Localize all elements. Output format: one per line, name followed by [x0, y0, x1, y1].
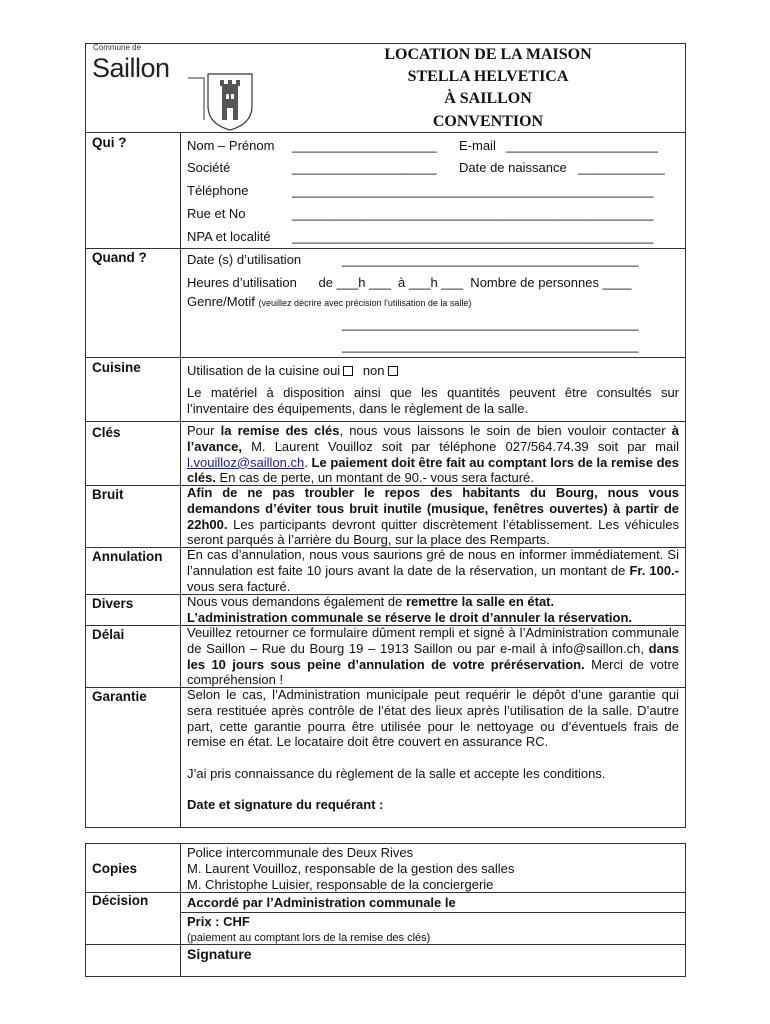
copies-line-2: M. Laurent Vouilloz, responsable de la gestion des salles — [187, 861, 515, 876]
label-garantie: Garantie — [92, 689, 147, 704]
bruit-paragraph — [187, 485, 679, 548]
copies-line-3: M. Christophe Luisier, responsable de la conciergerie — [187, 877, 494, 892]
field-nom[interactable]: ____________________ — [292, 138, 437, 153]
cles-text: , nous vous laissons le soin de bien vouloir contacter — [339, 423, 672, 438]
decision-accorde: Accordé par l’Administration communale le — [187, 895, 456, 910]
logo-saillon-text: Saillon — [92, 53, 170, 83]
section-divider — [85, 421, 686, 422]
annulation-paragraph — [187, 547, 679, 594]
label-nom: Nom – Prénom — [187, 138, 275, 153]
cles-text: M. Laurent Vouilloz soit par téléphone 027/564.74.39 soit par mail — [241, 438, 679, 454]
divers-text: Nous vous demandons également de — [187, 594, 406, 609]
bruit-bold: Afin de ne pas troubler le repos des habitants du Bourg, nous vous demandons d’éviter tous bruit inutile (musique, fenêtres ouvertes) à partir de 22h00. — [187, 485, 679, 532]
label-societe: Société — [187, 160, 231, 175]
label-qui: Qui ? — [92, 135, 127, 150]
divers-bold: remettre la salle en état. — [405, 594, 555, 609]
section-divider — [85, 357, 686, 358]
title-line-1: LOCATION DE LA MAISON — [384, 46, 592, 63]
delai-text: Veuillez retourner ce formulaire dûment rempli et signé à l’Administration communale de Saillon – Rue du Bourg 19 – 1913 Saillon ou par e-mail à info@saillon.ch, — [187, 625, 679, 656]
title-line-4: CONVENTION — [432, 113, 544, 130]
cuisine-question: Utilisation de la cuisine oui — [187, 363, 341, 378]
field-date-naissance[interactable]: ____________ — [578, 160, 665, 175]
logo-commune-text: Commune de — [93, 43, 142, 52]
divers-paragraph — [187, 594, 679, 626]
field-heures[interactable]: Heures d’utilisation de ___h ___ à ___h ___ Nombre de personnes ____ — [187, 275, 632, 290]
field-rue[interactable]: __________________________________________________ — [292, 206, 654, 221]
field-npa[interactable]: __________________________________________________ — [292, 229, 654, 244]
label-bruit: Bruit — [92, 487, 124, 502]
label-cuisine: Cuisine — [92, 360, 141, 375]
saillon-coat-of-arms-icon — [186, 60, 256, 132]
label-npa: NPA et localité — [187, 229, 271, 244]
decision-signature: Signature — [187, 946, 252, 962]
checkbox-non[interactable] — [388, 366, 398, 376]
cles-bold: Le paiement doit être fait au comptant lors de la remise des clés. — [187, 454, 679, 486]
section-divider — [85, 944, 180, 945]
column-divider — [180, 843, 181, 977]
cuisine-non: non — [362, 363, 385, 378]
header-divider — [85, 132, 686, 133]
annulation-text: vous sera facturé. — [187, 578, 291, 594]
garantie-paragraph: Selon le cas, l’Administration municipale peut requérir le dépôt d’une garantie qui sera restituée après contrôle de l’état des lieux après l’utilisation de la salle. D’autre part, cette garantie pourra être utilisée pour le nettoyage ou d’éventuels frais de remise en état. Le locataire doit être couvert en assurance RC. — [187, 687, 679, 750]
label-telephone: Téléphone — [187, 183, 249, 198]
column-divider — [180, 132, 181, 828]
cles-paragraph — [187, 423, 679, 486]
divers-bold: L’administration communale se réserve le droit d’annuler la réservation. — [187, 609, 633, 625]
label-cles: Clés — [92, 425, 121, 440]
section-divider — [85, 248, 686, 249]
cles-text: . — [304, 454, 312, 470]
field-genre-1[interactable]: _________________________________________ — [342, 316, 639, 331]
label-date-naissance: Date de naissance — [459, 160, 567, 175]
decision-prix-note: (paiement au comptant lors de la remise des clés) — [187, 932, 431, 944]
annulation-text: En cas d’annulation, nous vous saurions gré de nous en informer immédiatement. Si l’annulation est faite 10 jours avant la date de la réservation, un montant de — [187, 547, 679, 578]
section-divider — [180, 944, 686, 945]
field-genre-2[interactable]: _________________________________________ — [342, 338, 639, 353]
cles-text: En cas de perte, un montant de 90.- vous sera facturé. — [215, 470, 534, 486]
title-line-2: STELLA HELVETICA — [407, 68, 569, 85]
genre-note: (veuillez décrire avec précision l'utilisation de la salle) — [258, 298, 472, 308]
checkbox-oui[interactable] — [343, 366, 353, 376]
label-copies: Copies — [92, 861, 138, 876]
delai-paragraph — [187, 625, 679, 688]
annulation-bold: Fr. 100.- — [629, 562, 679, 578]
email-link[interactable]: l.vouilloz@saillon.ch — [187, 454, 305, 470]
cles-bold: la remise des clés — [220, 423, 340, 438]
bruit-text: Les participants devront quitter discrètement l’établissement. Les véhicules seront parqués à l’arrière du Bourg, sur la place des Remparts. — [187, 516, 679, 548]
label-delai: Délai — [92, 627, 125, 642]
section-divider — [85, 892, 686, 893]
label-divers: Divers — [92, 596, 134, 611]
cuisine-line — [187, 363, 398, 379]
label-decision: Décision — [92, 893, 149, 908]
garantie-accept: J’ai pris connaissance du règlement de la salle et accepte les conditions. — [187, 766, 606, 781]
label-genre — [187, 294, 471, 311]
delai-bold: dans les 10 jours sous peine d’annulation de votre préréservation. — [187, 640, 679, 672]
field-email[interactable]: _____________________ — [506, 138, 658, 153]
label-rue: Rue et No — [187, 206, 246, 221]
label-email: E-mail — [459, 138, 496, 153]
title-line-3: À SAILLON — [444, 90, 532, 107]
label-quand: Quand ? — [92, 250, 147, 265]
cles-bold: à l’avance, — [187, 423, 679, 454]
cuisine-paragraph: Le matériel à disposition ainsi que les quantités peuvent être consultés sur l’inventaire des équipements, dans le règlement de la salle. — [187, 385, 679, 416]
field-societe[interactable]: ____________________ — [292, 160, 437, 175]
genre-label-text: Genre/Motif — [187, 294, 255, 309]
copies-line-1: Police intercommunale des Deux Rives — [187, 845, 414, 860]
field-telephone[interactable]: __________________________________________________ — [292, 183, 654, 198]
section-divider — [180, 912, 686, 913]
decision-prix: Prix : CHF — [187, 914, 250, 929]
label-dates: Date (s) d’utilisation — [187, 252, 302, 267]
delai-text: Merci de votre compréhension ! — [187, 656, 679, 688]
field-dates[interactable]: _________________________________________ — [342, 252, 639, 267]
cles-text: Pour — [187, 423, 221, 438]
label-annulation: Annulation — [92, 549, 163, 564]
garantie-signature: Date et signature du requérant : — [187, 797, 384, 812]
